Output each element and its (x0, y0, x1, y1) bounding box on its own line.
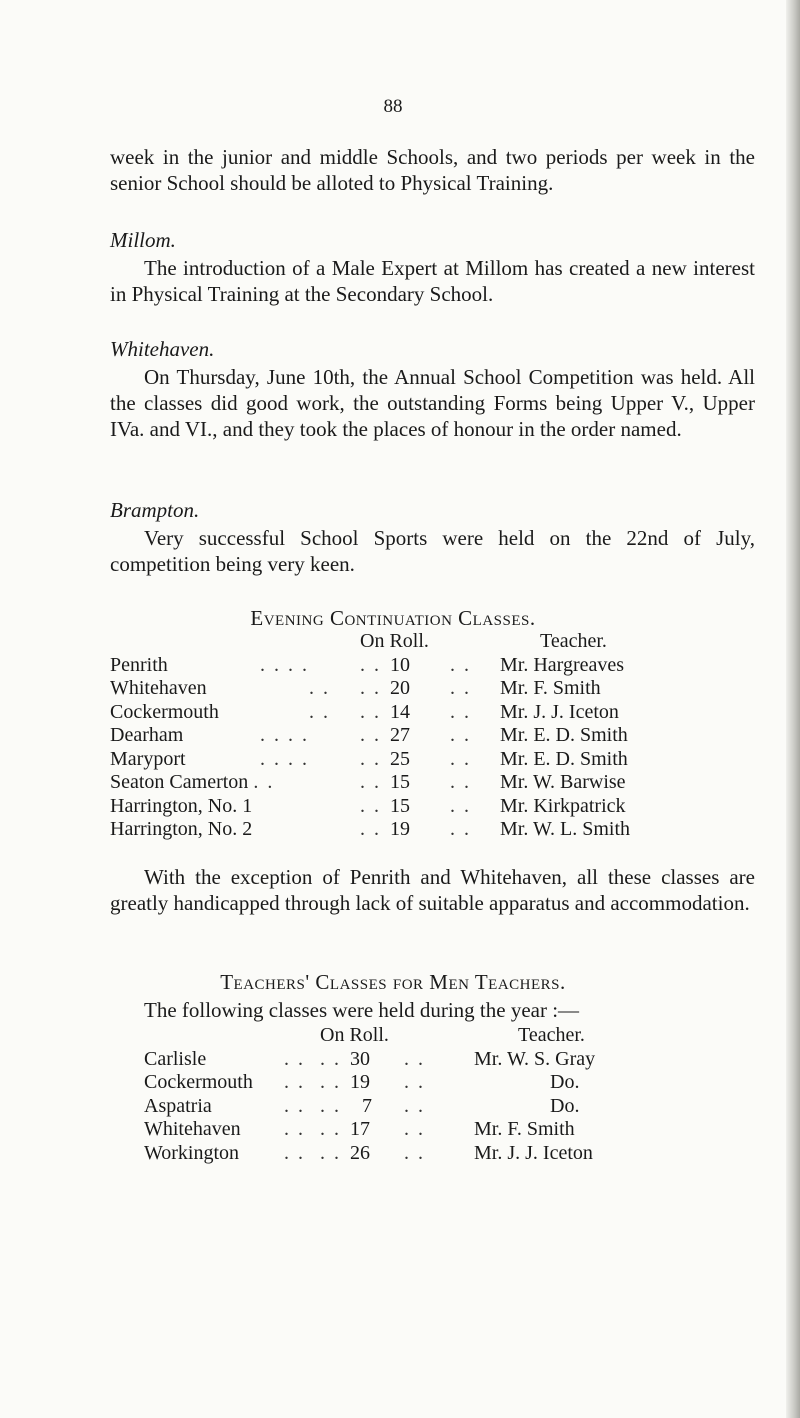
leader-dots: . . (284, 1094, 305, 1117)
roll-count: 19 (350, 1071, 370, 1093)
table-row: Whitehaven . . . . 17 . . Mr. F. Smith (144, 1118, 734, 1142)
teacher-name: Mr. W. S. Gray (474, 1047, 596, 1070)
teacher-name: Mr. Hargreaves (500, 653, 625, 676)
leader-dots: . . (284, 1071, 305, 1093)
page-edge-shadow (786, 0, 800, 1418)
leader-dots: . . (284, 1047, 305, 1070)
teachers-classes-table (144, 1024, 734, 1165)
place-name: Carlisle (144, 1047, 207, 1070)
heading-brampton: Brampton. (110, 498, 200, 522)
header-teacher: Teacher. (518, 1024, 585, 1046)
place-name: Seaton Camerton (110, 771, 249, 793)
paragraph-brampton: Very successful School Sports were held on the 22nd of July, competition being very keen. (110, 526, 755, 576)
leader-dots: . . . . (260, 724, 309, 746)
place-name: Cockermouth (110, 700, 219, 723)
teacher-name: Mr. E. D. Smith (500, 747, 628, 770)
leader-dots: . . (284, 1118, 305, 1140)
table-row: Aspatria . . . . 7 . . Do. (144, 1095, 734, 1119)
table-row: Harrington, No. 1 . . 15 . . Mr. Kirkpatrick (110, 795, 740, 819)
paragraph-millom: The introduction of a Male Expert at Millom has created a new interest in Physical Training at the Secondary School. (110, 256, 755, 306)
leader-dots: . . (253, 771, 275, 793)
table-row: Harrington, No. 2 . . 19 . . Mr. W. L. Smith (110, 818, 740, 842)
roll-count: 20 (390, 677, 410, 699)
leader-dots: . . (284, 1141, 305, 1164)
place-name: Maryport (110, 747, 186, 770)
roll-count: 19 (390, 818, 410, 840)
teacher-name: Mr. W. L. Smith (500, 818, 631, 840)
leader-dots: . . . . (260, 653, 309, 676)
place-name: Aspatria (144, 1094, 212, 1117)
heading-millom: Millom. (110, 228, 176, 252)
teachers-classes-lead: The following classes were held during the year :— (144, 998, 580, 1022)
header-on-roll: On Roll. (360, 630, 429, 652)
place-name: Whitehaven (110, 677, 207, 699)
table-header-row (144, 1024, 734, 1048)
teacher-name: Mr. J. J. Iceton (500, 700, 619, 723)
teacher-name: Mr. E. D. Smith (500, 724, 628, 746)
table-row: Dearham . . . . . . 27 . . Mr. E. D. Smith (110, 724, 740, 748)
page-number: 88 (383, 96, 403, 117)
intro-paragraph: week in the junior and middle Schools, and two periods per week in the senior School should be alloted to Physical Training. (110, 145, 755, 195)
teacher-name: Mr. F. Smith (474, 1118, 575, 1140)
roll-count: 15 (390, 771, 410, 793)
teacher-name: Do. (550, 1071, 580, 1093)
leader-dots: . . (309, 677, 330, 699)
evening-classes-title: Evening Continuation Classes. (250, 606, 536, 630)
teachers-classes-title: Teachers' Classes for Men Teachers. (220, 970, 566, 994)
table-row: Carlisle . . . . 30 . . Mr. W. S. Gray (144, 1048, 734, 1072)
evening-classes-table (110, 630, 740, 842)
table-row: Workington . . . . 26 . . Mr. J. J. Iceton (144, 1142, 734, 1166)
place-name: Workington (144, 1141, 240, 1164)
place-name: Cockermouth (144, 1071, 253, 1093)
place-name: Penrith (110, 653, 168, 676)
teacher-name: Mr. Kirkpatrick (500, 794, 626, 817)
evening-classes-note: With the exception of Penrith and Whitehaven, all these classes are greatly handicapped through lack of suitable apparatus and accommodation. (110, 865, 755, 915)
roll-count: 14 (390, 700, 410, 723)
table-row: Maryport . . . . . . 25 . . Mr. E. D. Smith (110, 748, 740, 772)
roll-count: 30 (350, 1047, 370, 1070)
place-name: Harrington, No. 2 (110, 818, 253, 840)
roll-count: 25 (390, 747, 410, 770)
teacher-name: Mr. F. Smith (500, 677, 601, 699)
roll-count: 27 (390, 724, 410, 746)
table-row: Seaton Camerton . . . . 15 . . Mr. W. Barwise (110, 771, 740, 795)
table-row: Whitehaven . . . . 20 . . Mr. F. Smith (110, 677, 740, 701)
teacher-name: Mr. W. Barwise (500, 771, 626, 793)
roll-count: 17 (350, 1118, 370, 1140)
roll-count: 15 (390, 794, 410, 817)
table-row: Cockermouth . . . . 19 . . Do. (144, 1071, 734, 1095)
place-name: Harrington, No. 1 (110, 794, 253, 817)
table-header-row (110, 630, 740, 654)
heading-whitehaven: Whitehaven. (110, 337, 215, 361)
roll-count: 7 (362, 1094, 372, 1117)
place-name: Dearham (110, 724, 184, 746)
leader-dots: . . (309, 700, 330, 723)
teacher-name: Do. (550, 1094, 580, 1117)
teacher-name: Mr. J. J. Iceton (474, 1141, 593, 1164)
table-row: Cockermouth . . . . 14 . . Mr. J. J. Iceton (110, 701, 740, 725)
header-on-roll: On Roll. (320, 1024, 389, 1046)
table-row: Penrith . . . . . . 10 . . Mr. Hargreaves (110, 654, 740, 678)
header-teacher: Teacher. (540, 630, 607, 652)
roll-count: 26 (350, 1141, 370, 1164)
paragraph-whitehaven: On Thursday, June 10th, the Annual School Competition was held. All the classes did good work, the outstanding Forms being Upper V., Upper IVa. and VI., and they took the places of honour in the order named. (110, 365, 755, 441)
place-name: Whitehaven (144, 1118, 241, 1140)
roll-count: 10 (390, 653, 410, 676)
leader-dots: . . . . (260, 747, 309, 770)
